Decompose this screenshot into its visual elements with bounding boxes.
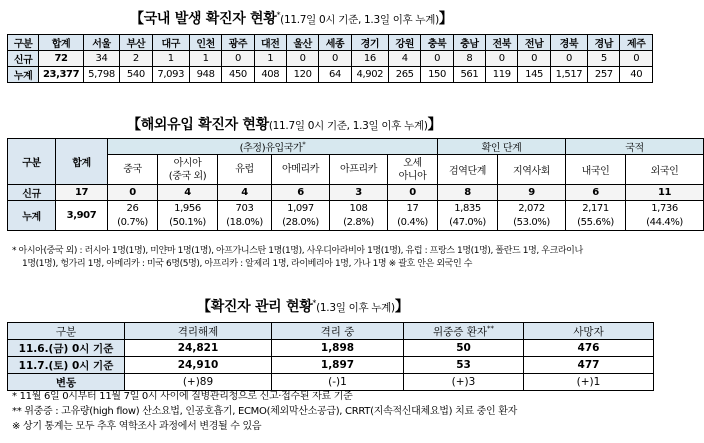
- management-row-nov7: [8, 357, 654, 374]
- management-header-sup: **: [487, 324, 495, 332]
- imported-new-cell: 11: [626, 185, 704, 201]
- nation-header: 국적: [566, 139, 704, 155]
- imported-pct-cell: (0.4%): [388, 216, 438, 231]
- domestic-cell: 540: [120, 67, 152, 83]
- domestic-cell: 450: [222, 67, 254, 83]
- imported-pct-cell: (0.7%): [108, 216, 158, 231]
- origin-subheader: 아프리카: [330, 155, 388, 185]
- domestic-cell: 120: [286, 67, 318, 83]
- imported-header-row-1: [8, 139, 704, 155]
- imported-note-1: * 아시아(중국 외) : 러시아 1명(1명), 미얀마 1명(1명), 아프가니스탄 1명(1명), 사우디아라비아 1명(1명), 유럽 : 프랑스 1명(1명), 폴란드 1명, 우크라이나: [12, 246, 583, 256]
- domestic-cell: 1: [152, 51, 189, 67]
- management-row-label: 변동: [8, 374, 125, 391]
- domestic-cases-table: [7, 34, 653, 83]
- imported-new-label: 신규: [8, 185, 56, 201]
- management-header-cell: [125, 323, 272, 340]
- management-title-close: 】: [394, 299, 409, 315]
- management-title-sub: (1.3일 이후 누계): [316, 302, 395, 314]
- domestic-cell: 7,093: [152, 67, 189, 83]
- imported-title-text: 【해외유입 확진자 현황: [127, 117, 269, 133]
- domestic-header-cell: 경기: [351, 35, 388, 51]
- domestic-cumulative-row: [8, 67, 653, 83]
- domestic-cell: 23,377: [39, 67, 83, 83]
- domestic-header-cell: 서울: [83, 35, 119, 51]
- imported-cum-cell: 17: [388, 201, 438, 216]
- imported-pct-cell: (28.0%): [272, 216, 330, 231]
- domestic-title-text: 【국내 발생 확진자 현황: [130, 11, 277, 27]
- domestic-cell: 1: [189, 51, 221, 67]
- stage-subheader: 지역사회: [498, 155, 566, 185]
- management-cell: (+)1: [524, 374, 654, 391]
- domestic-cell: 0: [486, 51, 518, 67]
- imported-new-cell: 6: [272, 185, 330, 201]
- imported-cum-cell: 1,097: [272, 201, 330, 216]
- origin-subheader: 오세 아니아: [388, 155, 438, 185]
- imported-new-cell: 8: [438, 185, 498, 201]
- nation-subheader: 내국인: [566, 155, 626, 185]
- domestic-cell: 2: [120, 51, 152, 67]
- imported-cum-cell: 2,072: [498, 201, 566, 216]
- management-cell: (+)89: [125, 374, 272, 391]
- imported-cum-label: 누계: [8, 201, 56, 231]
- management-row-nov6: [8, 340, 654, 357]
- domestic-header-cell: 강원: [389, 35, 421, 51]
- management-header-text: 위중증 환자: [432, 325, 488, 338]
- stage-subheader: 검역단계: [438, 155, 498, 185]
- imported-cum-cell: 1,956: [158, 201, 218, 216]
- domestic-cell: 16: [351, 51, 388, 67]
- domestic-cell: 4: [389, 51, 421, 67]
- domestic-header-cell: 세종: [319, 35, 351, 51]
- imported-title-sub: (11.7일 0시 기준, 1.3일 이후 누계): [268, 120, 428, 132]
- domestic-cell: 8: [453, 51, 485, 67]
- domestic-row-label: 신규: [8, 51, 39, 67]
- management-cell: (+)3: [404, 374, 524, 391]
- management-header-cell: [8, 323, 125, 340]
- imported-pct-cell: (55.6%): [566, 216, 626, 231]
- imported-new-cell: 6: [566, 185, 626, 201]
- stage-header: 확인 단계: [438, 139, 566, 155]
- management-cell: 53: [404, 357, 524, 374]
- imported-note-2: 1명(1명), 헝가리 1명, 아메리카 : 미국 6명(5명), 아프리카 : 알제리 1명, 라이베리아 1명, 가나 1명 ※ 괄호 안은 외국인 수: [22, 259, 472, 269]
- imported-new-cell: 0: [108, 185, 158, 201]
- management-header-cell: [272, 323, 404, 340]
- imported-cum-cell: 108: [330, 201, 388, 216]
- imported-header-row-2: [8, 155, 704, 185]
- domestic-header-cell: 대전: [254, 35, 286, 51]
- domestic-cell: 0: [421, 51, 453, 67]
- imported-new-cell: 4: [158, 185, 218, 201]
- management-header-text: 구분: [55, 325, 77, 338]
- domestic-title-close: 】: [438, 11, 453, 27]
- management-row-label: 11.7.(토) 0시 기준: [8, 357, 125, 374]
- imported-new-cell: 0: [388, 185, 438, 201]
- imported-cum-cell: 1,736: [626, 201, 704, 216]
- management-header-text: 사망자: [573, 325, 604, 338]
- origin-header-sup: *: [302, 140, 306, 149]
- management-cell: 24,821: [125, 340, 272, 357]
- domestic-new-row: [8, 51, 653, 67]
- domestic-cell: 1,517: [550, 67, 587, 83]
- management-header-text: 격리해제: [177, 325, 219, 338]
- domestic-cell: 0: [286, 51, 318, 67]
- domestic-cell: 0: [620, 51, 653, 67]
- nation-subheader: 외국인: [626, 155, 704, 185]
- domestic-cell: 34: [83, 51, 119, 67]
- imported-cases-table: [7, 138, 704, 231]
- imported-pct-cell: (53.0%): [498, 216, 566, 231]
- domestic-title-sup: *: [276, 10, 281, 20]
- domestic-cell: 72: [39, 51, 83, 67]
- management-cell: (-)1: [272, 374, 404, 391]
- domestic-cell: 948: [189, 67, 221, 83]
- domestic-cell: 5,798: [83, 67, 119, 83]
- domestic-header-cell: 인천: [189, 35, 221, 51]
- domestic-header-cell: 경북: [550, 35, 587, 51]
- management-cell: 477: [524, 357, 654, 374]
- imported-cum-cell: 2,171: [566, 201, 626, 216]
- management-header-text: 격리 중: [320, 325, 355, 338]
- imported-cum-cell: 1,835: [438, 201, 498, 216]
- domestic-header-cell: 전북: [486, 35, 518, 51]
- domestic-cell: 5: [588, 51, 620, 67]
- management-header-row: [8, 323, 654, 340]
- imported-title: [127, 114, 441, 134]
- footnote-1: * 11월 6일 0시부터 11월 7일 0시 사이에 질병관리청으로 신고·접수된 자료 기준: [12, 391, 353, 402]
- domestic-header-cell: 광주: [222, 35, 254, 51]
- management-header-cell: [404, 323, 524, 340]
- imported-cum-total: 3,907: [56, 201, 108, 231]
- imported-new-row: [8, 185, 704, 201]
- origin-subheader: 아시아 (중국 외): [158, 155, 218, 185]
- management-cell: 1,898: [272, 340, 404, 357]
- origin-header: [108, 139, 438, 155]
- management-cell: 1,897: [272, 357, 404, 374]
- origin-subheader: 유럽: [218, 155, 272, 185]
- imported-pct-cell: (44.4%): [626, 216, 704, 231]
- management-title-text: 【확진자 관리 현황: [197, 299, 313, 315]
- imported-cumulative-row: [8, 201, 704, 216]
- domestic-cell: 257: [588, 67, 620, 83]
- imported-percent-row: [8, 216, 704, 231]
- management-title-sup: *: [312, 298, 317, 308]
- domestic-cell: 0: [518, 51, 550, 67]
- imported-new-cell: 17: [56, 185, 108, 201]
- domestic-cell: 145: [518, 67, 550, 83]
- imported-new-cell: 9: [498, 185, 566, 201]
- domestic-header-cell: 대구: [152, 35, 189, 51]
- domestic-cell: 150: [421, 67, 453, 83]
- imported-cum-cell: 26: [108, 201, 158, 216]
- management-title: [197, 296, 409, 316]
- domestic-header-cell: 경남: [588, 35, 620, 51]
- imported-title-close: 】: [427, 117, 442, 133]
- domestic-cell: 0: [319, 51, 351, 67]
- management-header-cell: [524, 323, 654, 340]
- imported-new-cell: 3: [330, 185, 388, 201]
- management-cell: 24,910: [125, 357, 272, 374]
- imported-new-cell: 4: [218, 185, 272, 201]
- domestic-header-row: [8, 35, 653, 51]
- domestic-cell: 408: [254, 67, 286, 83]
- origin-subheader: 아메리카: [272, 155, 330, 185]
- domestic-header-cell: 충남: [453, 35, 485, 51]
- domestic-row-label: 누계: [8, 67, 39, 83]
- management-cell: 476: [524, 340, 654, 357]
- imported-total-header: 합계: [56, 139, 108, 185]
- domestic-title-sub: (11.7일 0시 기준, 1.3일 이후 누계): [280, 14, 439, 26]
- domestic-cell: 1: [254, 51, 286, 67]
- imported-pct-cell: (2.8%): [330, 216, 388, 231]
- domestic-cell: 265: [389, 67, 421, 83]
- domestic-title: [130, 8, 453, 28]
- footnote-2: ** 위중증 : 고유량(high flow) 산소요법, 인공호흡기, ECMO(체외막산소공급), CRRT(지속적신대체요법) 치료 중인 환자: [12, 406, 517, 417]
- imported-gubun-header: 구분: [8, 139, 56, 185]
- imported-pct-cell: (50.1%): [158, 216, 218, 231]
- management-cell: 50: [404, 340, 524, 357]
- domestic-header-cell: 구분: [8, 35, 39, 51]
- imported-cum-cell: 703: [218, 201, 272, 216]
- domestic-cell: 4,902: [351, 67, 388, 83]
- domestic-header-cell: 울산: [286, 35, 318, 51]
- imported-pct-cell: (18.0%): [218, 216, 272, 231]
- domestic-header-cell: 충북: [421, 35, 453, 51]
- domestic-header-cell: 제주: [620, 35, 653, 51]
- domestic-header-cell: 부산: [120, 35, 152, 51]
- management-row-label: 11.6.(금) 0시 기준: [8, 340, 125, 357]
- origin-subheader: 중국: [108, 155, 158, 185]
- imported-pct-cell: (47.0%): [438, 216, 498, 231]
- domestic-cell: 119: [486, 67, 518, 83]
- management-table: [7, 322, 654, 391]
- domestic-cell: 561: [453, 67, 485, 83]
- domestic-cell: 0: [222, 51, 254, 67]
- domestic-cell: 40: [620, 67, 653, 83]
- domestic-header-cell: 전남: [518, 35, 550, 51]
- domestic-cell: 64: [319, 67, 351, 83]
- domestic-header-cell: 합계: [39, 35, 83, 51]
- origin-header-text: (추정)유입국가: [239, 143, 303, 154]
- footnote-3: ※ 상기 통계는 모두 추후 역학조사 과정에서 변경될 수 있음: [12, 421, 262, 432]
- domestic-cell: 0: [550, 51, 587, 67]
